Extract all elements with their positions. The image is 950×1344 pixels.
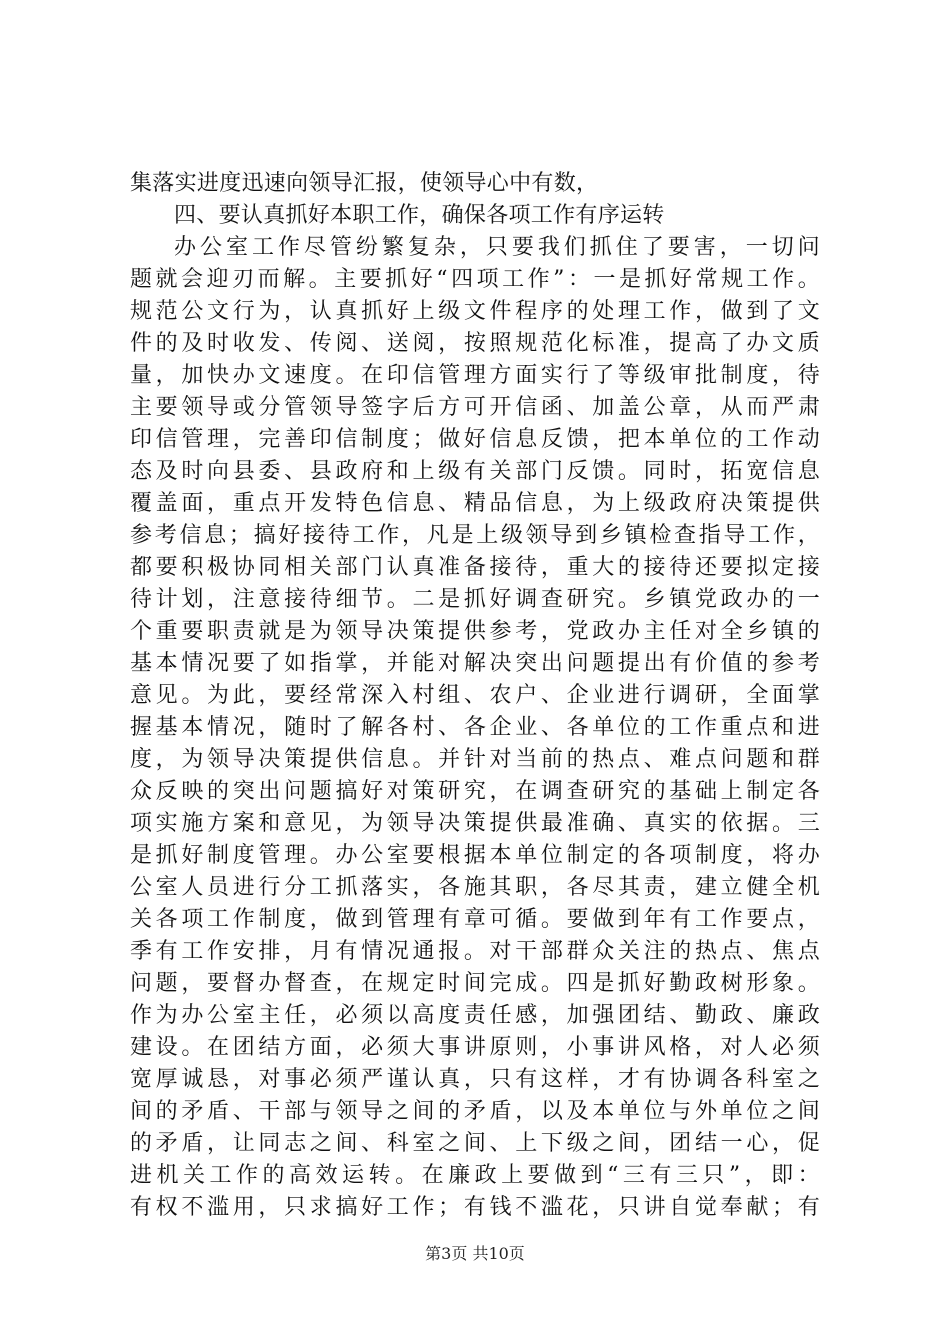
text-line: 量，加快办文速度。在印信管理方面实行了等级审批制度，待 [130, 363, 820, 388]
text-line: 集落实进度迅速向领导汇报，使领导心中有数， [130, 171, 599, 196]
text-line: 主要领导或分管领导签字后方可开信函、加盖公章，从而严肃 [130, 395, 820, 420]
body-text [130, 168, 820, 1224]
section-heading: 四、要认真抓好本职工作，确保各项工作有序运转 [174, 203, 665, 228]
text-line: 问题，要督办督查，在规定时间完成。四是抓好勤政树形象。 [130, 971, 820, 996]
text-line: 印信管理，完善印信制度；做好信息反馈，把本单位的工作动 [130, 427, 820, 452]
text-line: 规范公文行为，认真抓好上级文件程序的处理工作，做到了文 [130, 299, 820, 324]
text-line: 宽厚诚恳，对事必须严谨认真，只有这样，才有协调各科室之 [130, 1067, 820, 1092]
text-line: 项实施方案和意见，为领导决策提供最准确、真实的依据。三 [130, 811, 820, 836]
text-line: 的矛盾，让同志之间、科室之间、上下级之间，团结一心，促 [130, 1131, 820, 1156]
page-number-footer: 第3页 共10页 [425, 1244, 525, 1263]
text-line: 作为办公室主任，必须以高度责任感，加强团结、勤政、廉政 [130, 1003, 820, 1028]
text-line: 公室人员进行分工抓落实，各施其职，各尽其责，建立健全机 [130, 875, 820, 900]
text-line: 办公室工作尽管纷繁复杂，只要我们抓住了要害，一切问 [174, 235, 820, 260]
text-line: 是抓好制度管理。办公室要根据本单位制定的各项制度，将办 [130, 843, 820, 868]
text-line: 题就会迎刃而解。主要抓好“四项工作”：一是抓好常规工作。 [130, 267, 820, 292]
text-line: 握基本情况，随时了解各村、各企业、各单位的工作重点和进 [130, 715, 820, 740]
text-line: 建设。在团结方面，必须大事讲原则，小事讲风格，对人必须 [130, 1035, 820, 1060]
text-line: 关各项工作制度，做到管理有章可循。要做到年有工作要点， [130, 907, 820, 932]
text-line: 件的及时收发、传阅、送阅，按照规范化标准，提高了办文质 [130, 331, 820, 356]
text-line: 意见。为此，要经常深入村组、农户、企业进行调研，全面掌 [130, 683, 820, 708]
text-line: 参考信息；搞好接待工作，凡是上级领导到乡镇检查指导工作， [130, 523, 820, 548]
text-line: 态及时向县委、县政府和上级有关部门反馈。同时，拓宽信息 [130, 459, 820, 484]
text-line: 个重要职责就是为领导决策提供参考，党政办主任对全乡镇的 [130, 619, 820, 644]
text-line: 众反映的突出问题搞好对策研究，在调查研究的基础上制定各 [130, 779, 820, 804]
text-line: 都要积极协同相关部门认真准备接待，重大的接待还要拟定接 [130, 555, 820, 580]
text-line: 覆盖面，重点开发特色信息、精品信息，为上级政府决策提供 [130, 491, 820, 516]
text-line: 间的矛盾、干部与领导之间的矛盾，以及本单位与外单位之间 [130, 1099, 820, 1124]
text-line: 待计划，注意接待细节。二是抓好调查研究。乡镇党政办的一 [130, 587, 820, 612]
text-line: 基本情况要了如指掌，并能对解决突出问题提出有价值的参考 [130, 651, 820, 676]
text-line: 季有工作安排，月有情况通报。对干部群众关注的热点、焦点 [130, 939, 820, 964]
text-line: 度，为领导决策提供信息。并针对当前的热点、难点问题和群 [130, 747, 820, 772]
text-line: 有权不滥用，只求搞好工作；有钱不滥花，只讲自觉奉献；有 [130, 1195, 820, 1220]
text-line: 进机关工作的高效运转。在廉政上要做到“三有三只”，即： [130, 1163, 820, 1188]
